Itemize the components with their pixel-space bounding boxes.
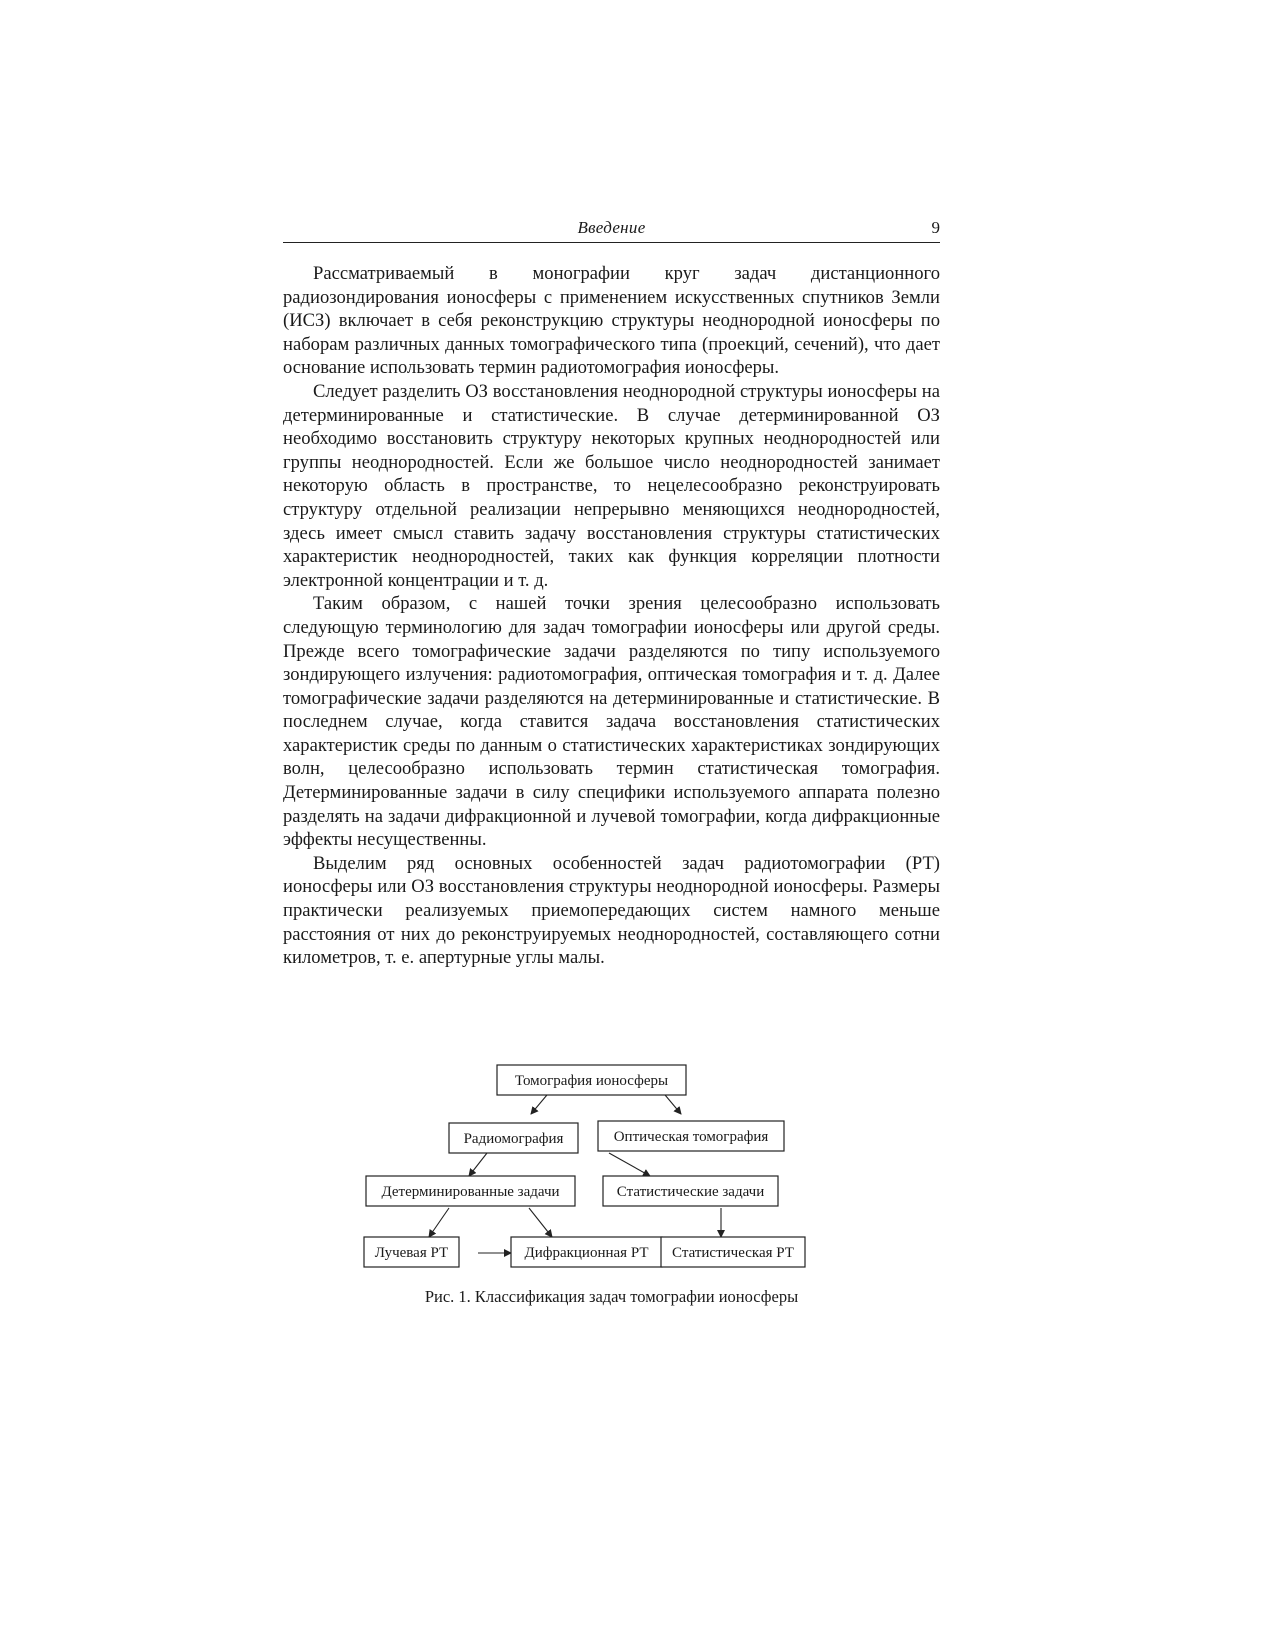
running-head <box>283 216 940 243</box>
chapter-title: Введение <box>577 218 646 237</box>
node-label: Дифракционная РТ <box>524 1245 649 1261</box>
paragraph-1: Рассматриваемый в монографии круг задач дистанционного радиозондирования ионосферы с применением искусственных спутников Земли (ИСЗ) включает в себя реконструкцию структуры неоднородной ионосферы по наборам различных данных томографического типа (проекций, сечений), что дает основание использовать термин радиотомография ионосферы. <box>283 263 940 379</box>
node-diffraction-rt <box>511 1237 662 1267</box>
body-text <box>283 262 940 970</box>
node-label: Детерминированные задачи <box>381 1184 560 1200</box>
node-tomography-ionosphere <box>497 1065 686 1095</box>
paragraph-2: Следует разделить ОЗ восстановления неоднородной структуры ионосферы на детерминированные и статистические. В случае детерминированной ОЗ необходимо восстановить структуру некоторых крупных неоднородностей или группы неоднородностей. Если же большое число неоднородностей занимает некоторую область в пространстве, то нецелесообразно реконструировать структуру отдельной реализации непрерывно меняющихся неоднородностей, здесь имеет смысл ставить задачу восстановления структуры статистических характеристик неоднородностей, таких как функция корреляции плотности электронной концентрации и т. д. <box>283 380 940 591</box>
node-label: Оптическая томография <box>613 1129 769 1145</box>
node-label: Статистическая РТ <box>672 1245 794 1261</box>
page <box>283 0 940 1651</box>
edge-radio-deterministic <box>469 1153 487 1176</box>
edge-radio-statistical <box>609 1153 650 1176</box>
diagram-canvas <box>283 1050 940 1280</box>
edge-deterministic-ray <box>429 1208 449 1237</box>
classification-diagram <box>283 1050 940 1300</box>
page-number: 9 <box>931 218 940 237</box>
edge-deterministic-diffraction <box>529 1208 552 1237</box>
node-label: Томография ионосферы <box>514 1073 669 1089</box>
node-label: Статистические задачи <box>616 1184 765 1200</box>
node-statistical-tasks <box>603 1176 778 1206</box>
node-deterministic-tasks <box>366 1176 575 1206</box>
node-radiomography <box>449 1123 578 1153</box>
paragraph-4: Выделим ряд основных особенностей задач радиотомографии (РТ) ионосферы или ОЗ восстановления структуры неоднородной ионосферы. Размеры практически реализуемых приемопередающих систем намного меньше расстояния от них до реконструируемых неоднородностей, составляющего сотни километров, т. е. апертурные углы малы. <box>283 852 940 969</box>
node-optical-tomography <box>598 1121 784 1151</box>
node-ray-rt <box>364 1237 459 1267</box>
node-label: Лучевая РТ <box>374 1245 449 1261</box>
figure-caption: Рис. 1. Классификация задач томографии ионосферы <box>424 1287 799 1306</box>
node-statistical-rt <box>661 1237 805 1267</box>
paragraph-3: Таким образом, с нашей точки зрения целесообразно использовать следующую терминологию для задач томографии ионосферы или другой среды. Прежде всего томографические задачи разделяются по типу используемого зондирующего излучения: радиотомография, оптическая томография и т. д. Далее томографические задачи разделяются на детерминированные и статистические. В последнем случае, когда ставится задача восстановления статистических характеристик среды по данным о статистических характеристиках зондирующих волн, целесообразно использовать термин статистическая томография. Детерминированные задачи в силу специфики используемого аппарата полезно разделять на задачи дифракционной и лучевой томографии, когда дифракционные эффекты несущественны. <box>283 593 940 851</box>
node-label: Радиомография <box>463 1131 564 1147</box>
